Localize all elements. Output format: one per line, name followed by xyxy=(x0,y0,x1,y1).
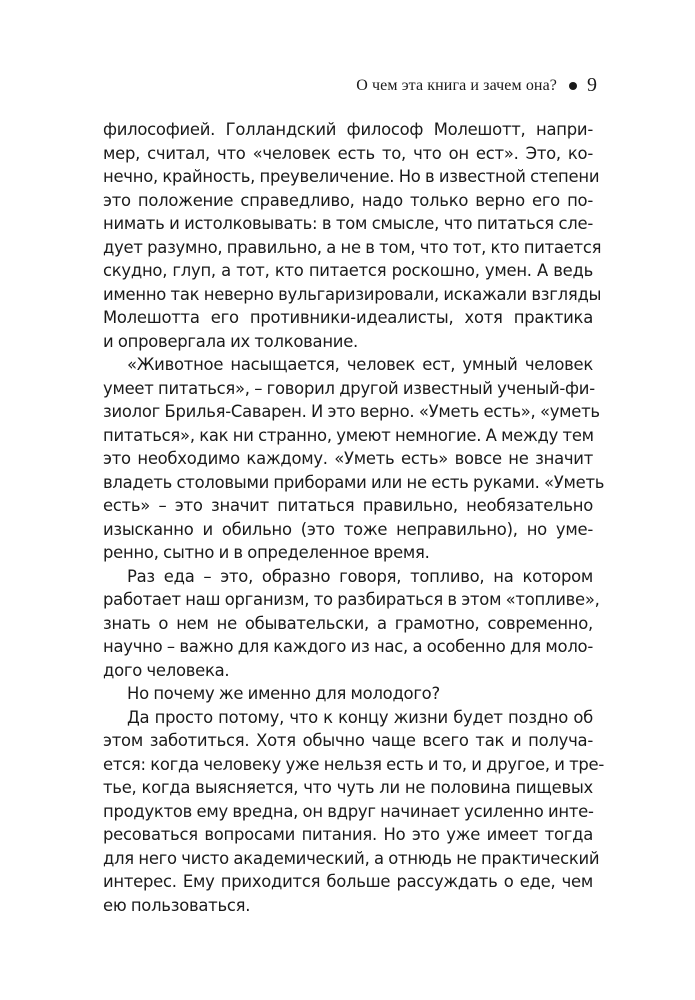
text-line: и опровергала их толкование. xyxy=(103,331,358,351)
text-line: Раз еда – это, образно говоря, топливо, на котором xyxy=(127,566,593,586)
text-line: это необходимо каждому. «Уметь есть» вовсе не значит xyxy=(103,449,593,468)
page-number: 9 xyxy=(587,74,597,96)
body-text xyxy=(103,118,605,917)
chapter-title: О чем эта книга и зачем она? xyxy=(356,76,557,94)
text-line: ресоваться вопросами питания. Но это уже имеет тогда xyxy=(103,825,593,844)
text-line: Молешотта его противники-идеалисты, хотя практика xyxy=(103,308,593,327)
text-line: дого человека. xyxy=(103,660,230,680)
text-line: этом заботиться. Хотя обычно чаще всего так и получа- xyxy=(103,731,593,750)
text-line: ею пользоваться. xyxy=(103,895,251,915)
text-line: Но почему же именно для молодого? xyxy=(127,684,440,703)
text-line: скудно, глуп, а тот, кто питается роскошно, умен. А ведь xyxy=(103,261,593,280)
text-line: нимать и истолковывать: в том смысле, что питаться сле- xyxy=(103,214,593,233)
text-line: зиолог Брилья-Саварен. И это верно. «Уметь есть», «уметь xyxy=(103,402,600,421)
text-line: Да просто потому, что к концу жизни будет поздно об xyxy=(127,707,593,727)
text-line: продуктов ему вредна, он вдруг начинает усиленно инте- xyxy=(103,801,594,821)
text-line: научно – важно для каждого из нас, а особенно для моло- xyxy=(103,637,593,656)
text-line: мер, считал, что «человек есть то, что он ест». Это, ко- xyxy=(103,143,593,163)
text-line: знать о нем не обывательски, а грамотно, современно, xyxy=(103,613,593,633)
text-line: нечно, крайность, преувеличение. Но в известной степени xyxy=(103,167,600,186)
text-line: дует разумно, правильно, а не в том, что тот, кто питается xyxy=(103,237,602,257)
text-line: питаться», как ни странно, умеют немногие. А между тем xyxy=(103,425,594,445)
text-line: изысканно и обильно (это тоже неправильно), но уме- xyxy=(103,519,593,539)
text-line: работает наш организм, то разбираться в этом «топливе», xyxy=(103,590,600,609)
text-line: именно так неверно вульгаризировали, искажали взгляды xyxy=(103,284,602,304)
text-line: «Животное насыщается, человек ест, умный человек xyxy=(127,355,593,374)
text-line: владеть столовыми приборами или не есть руками. «Уметь xyxy=(103,472,605,492)
text-line: умеет питаться», – говорил другой известный ученый-фи- xyxy=(103,378,595,398)
text-line: это положение справедливо, надо только верно его по- xyxy=(103,190,593,210)
running-header xyxy=(356,74,597,97)
text-line: философией. Голландский философ Молешотт, напри- xyxy=(103,120,593,139)
text-line: ется: когда человеку уже нельзя есть и то, и другое, и тре- xyxy=(103,754,605,774)
text-line: интерес. Ему приходится больше рассуждать о еде, чем xyxy=(103,872,593,891)
text-line: для него чисто академический, а отнюдь не практический xyxy=(103,848,600,868)
text-line: тье, когда выясняется, что чуть ли не половина пищевых xyxy=(103,778,593,797)
text-line: есть» – это значит питаться правильно, необязательно xyxy=(103,496,593,515)
text-line: ренно, сытно и в определенное время. xyxy=(103,543,430,562)
bullet-separator-icon xyxy=(569,82,577,90)
